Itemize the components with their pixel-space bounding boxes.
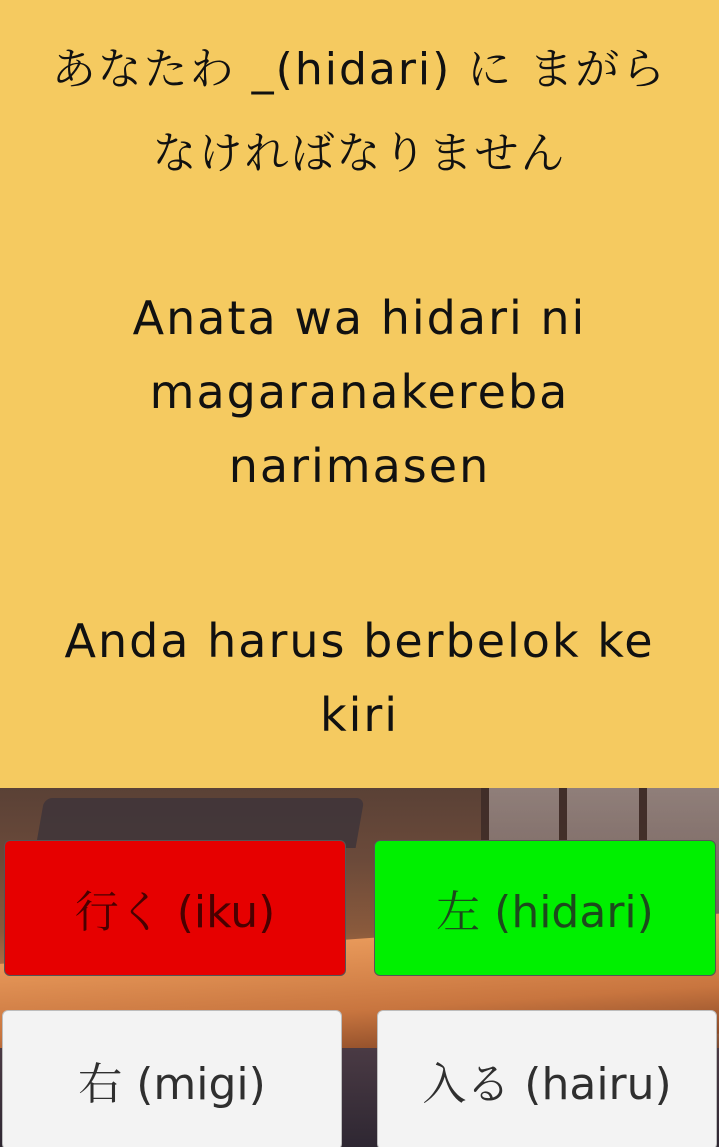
answer-button-iku[interactable]: 行く (iku): [4, 840, 346, 976]
answer-button-hidari[interactable]: 左 (hidari): [374, 840, 716, 976]
question-translation: Anda harus berbelok ke kiri: [64, 614, 655, 742]
answer-button-migi[interactable]: 右 (migi): [2, 1010, 342, 1147]
answer-button-hairu[interactable]: 入る (hairu): [377, 1010, 717, 1147]
question-romaji: Anata wa hidari ni magaranakereba narimasen: [132, 291, 587, 493]
question-japanese: あなたわ _(hidari) に まがらなければなりません: [51, 44, 668, 179]
